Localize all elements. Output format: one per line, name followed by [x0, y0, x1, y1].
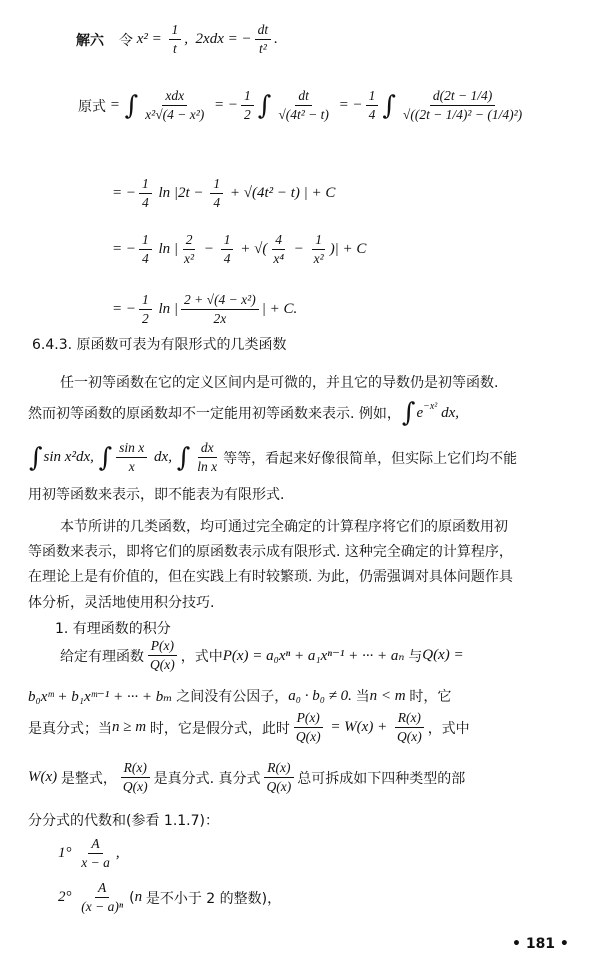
integral-sign: ∫: [176, 442, 191, 473]
math-text: n < m: [369, 687, 410, 704]
fraction: [264, 760, 295, 795]
fraction: [147, 638, 178, 673]
denominator: 4: [142, 195, 149, 210]
fraction: [255, 22, 272, 57]
denominator: 2: [142, 311, 149, 326]
denominator: Q(x): [396, 729, 422, 744]
section-heading: [32, 334, 287, 354]
text: 是真分式. 真分式: [153, 770, 261, 787]
fraction: [210, 176, 223, 211]
denominator: x²: [184, 251, 195, 266]
numerator: sin x: [116, 440, 147, 458]
denominator: 4: [213, 195, 221, 210]
numerator: A: [88, 836, 102, 854]
math-text: ,: [115, 845, 120, 861]
paragraph-line: [28, 400, 459, 426]
math-text: =: [106, 97, 124, 113]
denominator: Q(x): [295, 729, 321, 744]
fraction: [194, 440, 220, 475]
integral-sign: ∫: [124, 90, 139, 121]
math-text: x² =: [133, 31, 166, 47]
numerator: A: [95, 880, 109, 898]
numerator: dt: [255, 22, 272, 40]
math-text: = −: [112, 241, 136, 257]
math-text: = −: [112, 185, 136, 201]
fraction: [120, 760, 151, 795]
paragraph-line: [28, 484, 284, 504]
math-text: b₀xᵐ + b₁xᵐ⁻¹ + ··· + bₘ: [28, 688, 177, 705]
denominator: 4: [142, 251, 149, 266]
fraction: [142, 88, 207, 123]
text: 任一初等函数在它的定义区间内是可微的，并且它的导数仍是初等函数.: [60, 375, 499, 391]
denominator: √(4t² − t): [278, 107, 329, 122]
math-text: 2°: [58, 889, 76, 905]
fraction: [181, 292, 259, 327]
numerator: 1: [139, 232, 152, 250]
text: 用初等函数来表示，即不能表为有限形式.: [28, 487, 285, 503]
text: 分分式的代数和(参看 1.1.7)：: [28, 813, 219, 829]
math-text: n ≥ m: [112, 719, 150, 735]
text: 6.4.3. 原函数可表为有限形式的几类函数: [32, 337, 287, 353]
math-text: | + C.: [261, 301, 298, 317]
numerator: xdx: [162, 88, 187, 106]
numerator: 1: [366, 88, 379, 106]
fraction: [139, 176, 152, 211]
numerator: R(x): [264, 760, 293, 778]
numerator: 1: [210, 176, 223, 194]
numerator: 1: [221, 232, 234, 250]
denominator: (x − a)ⁿ: [81, 899, 124, 914]
math-text: a₀ · b₀ ≠ 0.: [288, 687, 356, 704]
denominator: 2x: [213, 311, 227, 326]
fraction: [139, 232, 152, 267]
paragraph-line: [28, 710, 470, 745]
text: 令: [119, 32, 133, 49]
denominator: x⁴: [273, 251, 285, 266]
numerator: 1: [312, 232, 325, 250]
numerator: 2: [183, 232, 196, 250]
text: 当: [355, 689, 370, 705]
text: 本节所讲的几类函数，均可通过完全确定的计算程序将它们的原函数用初: [60, 519, 508, 535]
paragraph-line: [60, 638, 464, 673]
fraction: [241, 88, 254, 123]
text: 解六: [76, 32, 104, 49]
paragraph-line: [28, 541, 513, 561]
numerator: dt: [295, 88, 312, 106]
math-text: ln |: [154, 241, 179, 257]
text: 在理论上是有价值的，但在实践上有时较繁琐. 为此，仍需强调对具体问题作具: [28, 569, 513, 585]
text: 时，它: [409, 689, 452, 705]
fraction: [366, 88, 379, 123]
text: 等等，看起来好像很简单，但实际上它们均不能: [223, 450, 518, 467]
numerator: R(x): [395, 710, 424, 728]
text: 之间没有公因子，: [176, 689, 289, 705]
math-text: dx,: [437, 404, 459, 421]
text: 给定有理函数: [60, 648, 144, 665]
paragraph-line: [28, 810, 219, 830]
text: • 181 •: [512, 936, 569, 952]
fraction: [139, 292, 152, 327]
denominator: √((2t − 1/4)² − (1/4)²): [402, 107, 523, 122]
text: 然而初等函数的原函数却不一定能用初等函数来表示. 例如，: [28, 406, 401, 422]
denominator: Q(x): [266, 779, 292, 794]
fraction: [293, 710, 324, 745]
fraction: [181, 232, 197, 267]
integral-sign: ∫: [401, 398, 416, 428]
math-text: = −: [210, 97, 239, 113]
fraction: [311, 232, 327, 267]
numerator: P(x): [148, 638, 177, 656]
text: (: [129, 889, 135, 906]
denominator: x²√(4 − x²): [145, 107, 205, 122]
numerator: P(x): [294, 710, 323, 728]
numerator: 1: [169, 22, 182, 40]
numerator: 1: [139, 292, 152, 310]
math-text: = −: [334, 97, 363, 113]
paragraph-line: [28, 686, 451, 706]
numerator: R(x): [121, 760, 150, 778]
math-text: , 2xdx = −: [184, 31, 252, 47]
denominator: x: [128, 459, 135, 474]
integral-sign: ∫: [98, 442, 113, 473]
text: ，式中: [427, 720, 470, 737]
paragraph-line: [28, 592, 214, 612]
text: 原式: [78, 98, 106, 115]
text: 体分析，灵活地使用积分技巧.: [28, 595, 215, 611]
math-text: −: [290, 241, 308, 257]
text: 与: [408, 648, 423, 665]
denominator: t: [173, 41, 177, 56]
fraction: [78, 880, 126, 915]
math-text: dx,: [150, 449, 176, 465]
denominator: x²: [313, 251, 324, 266]
numerator: 2 + √(4 − x²): [181, 292, 259, 310]
math-text: ln |2t −: [154, 185, 208, 201]
superscript: −x²: [423, 400, 438, 412]
solution-six-substitution: [76, 22, 278, 57]
fraction: [169, 22, 182, 57]
math-text: = −: [112, 301, 136, 317]
fraction: [275, 88, 332, 123]
math-text: P(x) = a₀xⁿ + a₁xⁿ⁻¹ + ··· + aₙ: [222, 648, 409, 664]
denominator: 4: [368, 107, 376, 122]
math-text: .: [274, 31, 278, 47]
denominator: 4: [223, 251, 231, 266]
math-text: 1°: [58, 845, 76, 861]
paragraph-line: [60, 372, 498, 392]
equation-step-3: [112, 232, 366, 267]
equation-original-integral: [78, 88, 528, 123]
math-text: [104, 31, 119, 48]
numerator: 1: [139, 176, 152, 194]
denominator: ln x: [197, 459, 218, 474]
math-text: + √(4t² − t) | + C: [226, 185, 336, 201]
math-text: ln |: [154, 301, 179, 317]
list-item-1: [58, 836, 120, 871]
paragraph-line: [28, 440, 517, 475]
math-text: −: [200, 241, 218, 257]
numerator: 1: [241, 88, 254, 106]
math-text: )| + C: [329, 241, 367, 257]
numerator: 4: [272, 232, 285, 250]
page-number: [512, 936, 569, 952]
numerator: dx: [198, 440, 217, 458]
subsection-heading: [55, 618, 171, 638]
text: 是真分式；当: [28, 720, 112, 737]
denominator: Q(x): [150, 657, 175, 672]
fraction: [116, 440, 147, 475]
fraction: [394, 710, 425, 745]
math-text: e: [416, 404, 424, 421]
paragraph-line: [28, 760, 465, 795]
fraction: [270, 232, 287, 267]
denominator: t²: [258, 41, 267, 56]
integral-sign: ∫: [382, 90, 396, 121]
fraction: [78, 836, 113, 871]
math-text: Q(x) =: [422, 647, 464, 663]
math-text: + √(: [236, 241, 268, 257]
integral-sign: ∫: [257, 90, 272, 121]
paragraph-line: [28, 566, 513, 586]
text: 是不小于 2 的整数)，: [145, 890, 282, 907]
math-text: = W(x) +: [326, 719, 391, 735]
fraction: [221, 232, 234, 267]
integral-sign: ∫: [29, 442, 43, 473]
denominator: x − a: [81, 855, 110, 870]
text: ，式中: [180, 648, 223, 665]
equation-step-2: [112, 176, 335, 211]
equation-step-4: [112, 292, 297, 327]
text: 1. 有理函数的积分: [55, 621, 171, 637]
denominator: Q(x): [122, 779, 148, 794]
paragraph-line: [60, 516, 508, 536]
math-text: W(x): [28, 769, 61, 785]
text: 等函数来表示，即将它们的原函数表示成有限形式. 这种完全确定的计算程序，: [28, 544, 513, 560]
denominator: 2: [244, 107, 251, 122]
text: 是整式，: [60, 770, 117, 787]
math-text: n: [134, 889, 146, 905]
numerator: d(2t − 1/4): [430, 88, 495, 106]
text: 总可拆成如下四种类型的部: [297, 770, 466, 787]
math-text: sin x²dx,: [43, 449, 98, 465]
list-item-2: [58, 880, 281, 915]
text: 时，它是假分式，此时: [149, 720, 290, 737]
fraction: [400, 88, 525, 123]
